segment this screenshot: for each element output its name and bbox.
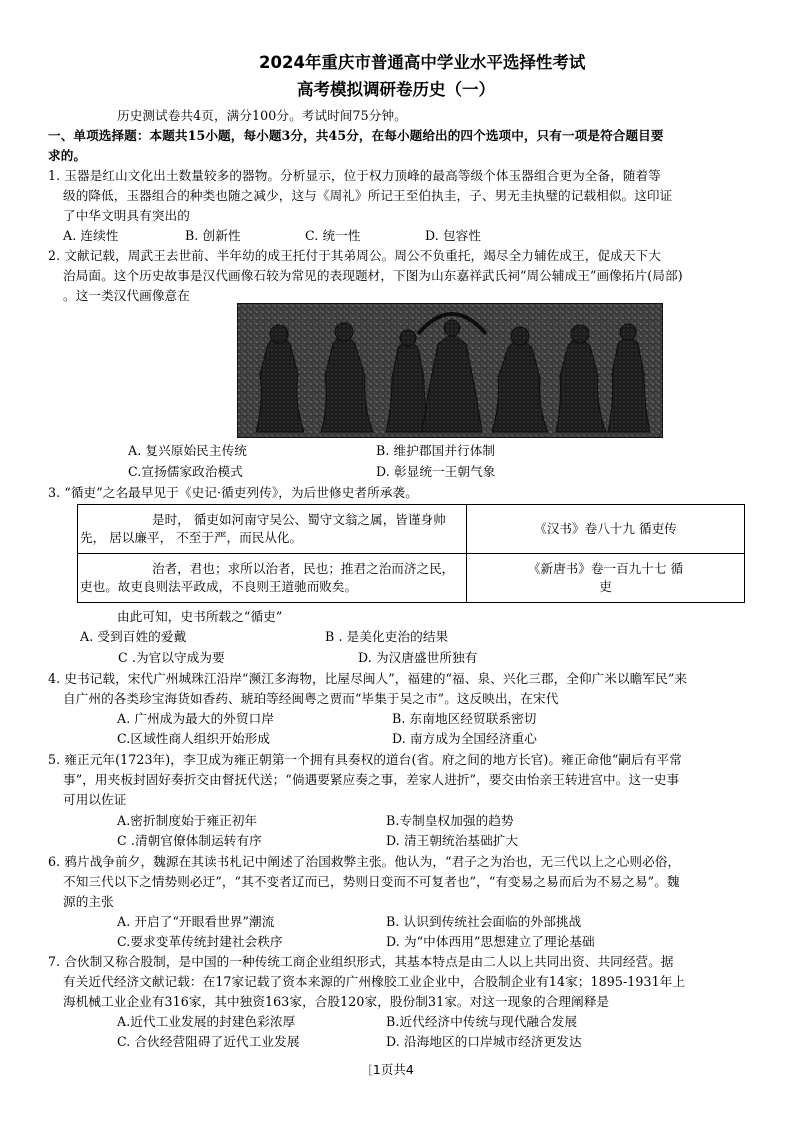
- q2-option-c[interactable]: C.宣扬儒家政治模式: [128, 464, 243, 479]
- q5-option-d[interactable]: D. 清王朝统治基础扩大: [386, 833, 519, 848]
- q3-source-table: [77, 504, 745, 603]
- q6-option-a[interactable]: A. 开启了“开眼看世界”潮流: [117, 914, 275, 929]
- table-cell-source: [467, 554, 745, 603]
- q7-stem-line3: 海机械工业企业有316家，其中独资163家，合股120家，股份制31家。对这一现象的合理阐释是: [63, 994, 610, 1009]
- q1-stem-line2: 级的降低，玉器组合的种类也随之减少，这与《周礼》所记王至伯执圭，子、男无圭执璧的记载相似。这印证: [63, 188, 673, 203]
- q7-option-c[interactable]: C. 合伙经营阻碍了近代工业发展: [117, 1034, 300, 1049]
- section-heading: 一、单项选择题：本题共15小题，每小题3分，共45分，在每小题给出的四个选项中，只有一项是符合题目要: [48, 128, 664, 143]
- q7-stem-line2: 有关近代经济文献记载：在17家记载了资本来源的广州橡胶工业企业中，合股制企业有14家；1895-1931年上: [63, 974, 686, 989]
- q1-option-b[interactable]: B. 创新性: [185, 228, 241, 243]
- q3-stem: 3. “循吏”之名最早见于《史记·循吏列传》，为后世修史者所承袭。: [48, 485, 418, 500]
- q1-option-d[interactable]: D. 包容性: [425, 228, 482, 243]
- q4-option-a[interactable]: A. 广州成为最大的外贸口岸: [117, 711, 275, 726]
- q1-option-c[interactable]: C. 统一性: [305, 228, 361, 243]
- exam-info: 历史测试卷共4页，满分100分。考试时间75分钟。: [117, 108, 407, 123]
- page-number: [1页共4: [368, 1062, 414, 1077]
- q2-option-d[interactable]: D. 彰显统一王朝气象: [376, 464, 496, 479]
- q5-stem-line2: 事”，用夹板封固好奏折交由督抚代送；“倘遇要紧应奏之事，差家人进折”，要交由怡亲王转进宫中。这一史事: [63, 772, 680, 787]
- exam-subtitle: 高考模拟调研卷历史（一）: [297, 80, 495, 99]
- q7-option-d[interactable]: D. 沿海地区的口岸城市经济更发达: [386, 1034, 582, 1049]
- q4-stem-line2: 自广州的各类珍宝海货如香药、琥珀等经闽粤之贾而“毕集于吴之市”。这反映出，在宋代: [63, 691, 559, 706]
- q1-stem-line3: 了中华文明具有突出的: [63, 208, 190, 223]
- quote-source: 《新唐书》卷一百九十七 循吏: [527, 561, 684, 594]
- q3-option-b[interactable]: B . 是美化吏治的结果: [325, 629, 449, 644]
- q6-stem-line2: 不知三代以下之情势则必迂”，“其不变者辽而已，势则日变而不可复者也”，“有变易之易而后为不易之易”。魏: [63, 874, 680, 889]
- q6-option-d[interactable]: D. 为“中体西用”思想建立了理论基础: [386, 934, 595, 949]
- table-cell-quote: [78, 554, 467, 603]
- quote-text: 治者，君也；求所以治者，民也；推君之治而济之民，吏也。故吏良则法平政成，不良则王道驰而败矣。: [80, 561, 455, 594]
- q5-option-c[interactable]: C .清朝官僚体制运转有序: [117, 833, 262, 848]
- q6-option-b[interactable]: B. 认识到传统社会面临的外部挑战: [386, 914, 582, 929]
- q7-option-b[interactable]: B.近代经济中传统与现代融合发展: [386, 1014, 578, 1029]
- q7-option-a[interactable]: A.近代工业发展的封建色彩浓厚: [117, 1014, 296, 1029]
- q4-stem-line1: 4. 史书记载，宋代广州城珠江沿岸“濒江多海物，比屋尽闽人”，福建的“福、泉、兴化三郡，全仰广米以瞻军民”来: [48, 671, 688, 686]
- table-cell-quote: [78, 505, 467, 554]
- q1-option-a[interactable]: A. 连续性: [63, 228, 119, 243]
- q5-option-b[interactable]: B.专制皇权加强的趋势: [386, 813, 514, 828]
- table-row: [78, 554, 745, 603]
- q2-option-b[interactable]: B. 维护郡国并行体制: [376, 443, 496, 458]
- table-cell-source: [467, 505, 745, 554]
- q3-option-a[interactable]: A. 受到百姓的爱戴: [80, 629, 187, 644]
- q1-stem-line1: 1. 玉器是红山文化出土数量较多的器物。分析显示，位于权力顶峰的最高等级个体玉器组合更为全备，随着等: [48, 168, 661, 183]
- q2-stem-line3: 。这一类汉代画像意在: [63, 288, 190, 303]
- stone-rubbing-image: [237, 303, 663, 438]
- q6-stem-line1: 6. 鸦片战争前夕，魏源在其读书札记中阐述了治国救弊主张。他认为，“君子之为治也，无三代以上之心则必俗，: [48, 854, 681, 869]
- q4-option-b[interactable]: B. 东南地区经贸联系密切: [392, 711, 537, 726]
- table-row: [78, 505, 745, 554]
- q4-option-d[interactable]: D. 南方成为全国经济重心: [392, 731, 537, 746]
- section-heading-cont: 求的。: [48, 148, 87, 163]
- q4-option-c[interactable]: C.区域性商人组织开始形成: [117, 731, 271, 746]
- q3-option-c[interactable]: C .为官以守成为要: [118, 650, 225, 665]
- q7-stem-line1: 7. 合伙制又称合股制，是中国的一种传统工商企业组织形式，其基本特点是由二人以上共同出资、共同经营。据: [48, 954, 674, 969]
- q2-option-a[interactable]: A. 复兴原始民主传统: [128, 443, 247, 458]
- quote-text: 是时， 循吏如河南守吴公、蜀守文翁之属，皆谨身帅先， 居以廉平， 不至于严，而民从化。: [80, 512, 446, 545]
- q3-option-d[interactable]: D. 为汉唐盛世所独有: [358, 650, 478, 665]
- q5-option-a[interactable]: A.密折制度始于雍正初年: [117, 813, 258, 828]
- q5-stem-line3: 可用以佐证: [63, 792, 127, 807]
- q3-after-text: 由此可知，史书所载之“循吏”: [117, 609, 283, 624]
- page-number-text: 1页共4: [372, 1062, 414, 1077]
- q6-stem-line3: 源的主张: [63, 894, 114, 909]
- exam-title: 2024年重庆市普通高中学业水平选择性考试: [259, 53, 586, 72]
- q6-option-c[interactable]: C.要求变革传统封建社会秩序: [117, 934, 283, 949]
- quote-source: 《汉书》卷八十九 循吏传: [534, 521, 677, 536]
- q5-stem-line1: 5. 雍正元年(1723年)，李卫成为雍正朝第一个拥有具奏权的道台(省。府之间的地方长官)。雍正命他“嗣后有平常: [48, 752, 682, 767]
- q2-stem-line2: 治局面。这个历史故事是汉代画像石较为常见的表现题材，下图为山东嘉祥武氏祠“周公辅成王”画像拓片(局部): [63, 268, 683, 283]
- q2-stem-line1: 2. 文献记载，周武王去世前、半年幼的成王托付于其弟周公。周公不负重托，竭尽全力辅佐成王，促成天下大: [48, 248, 661, 263]
